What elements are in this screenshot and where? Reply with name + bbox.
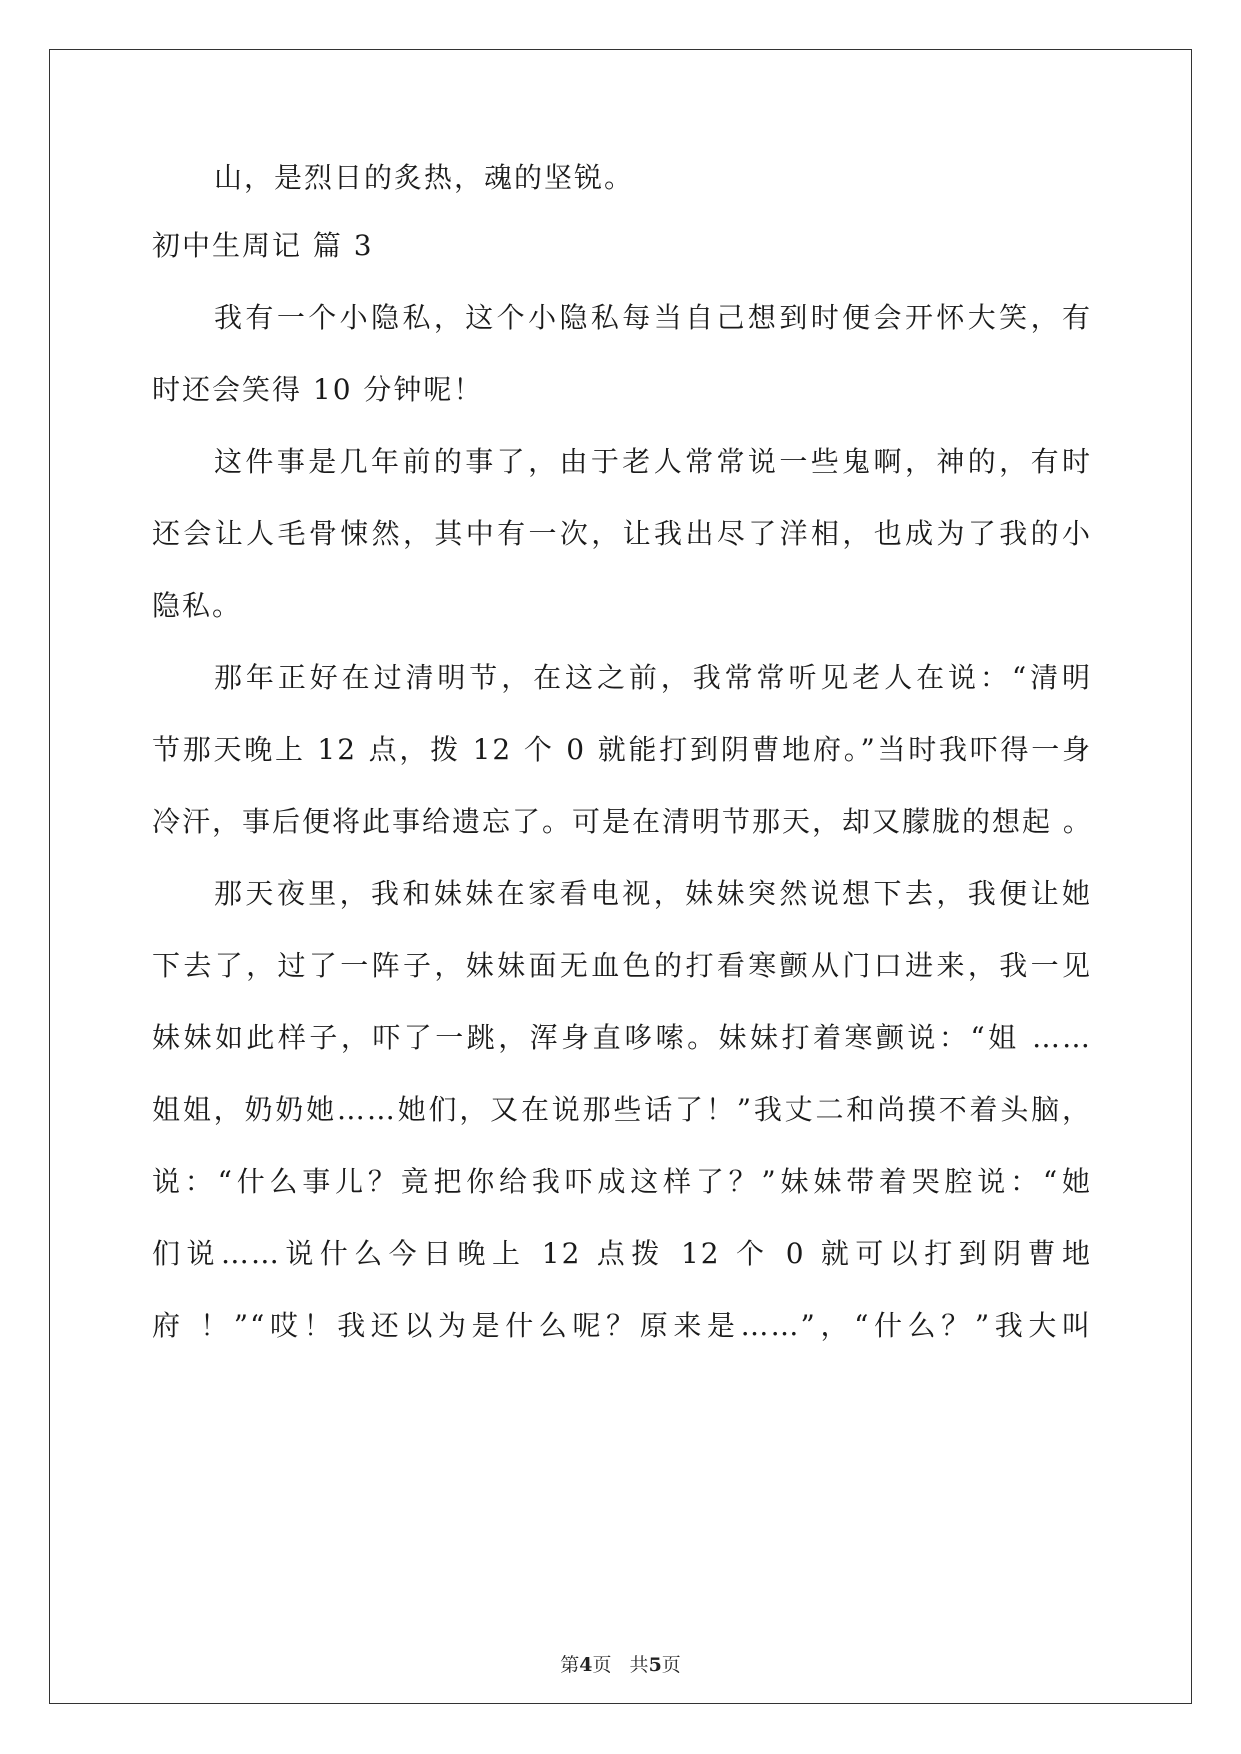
paragraph-line: 那年正好在过清明节，在这之前，我常常听见老人在说：“清明 xyxy=(214,661,1092,694)
footer-suffix: 页 xyxy=(661,1654,681,1676)
section-heading: 初中生周记 篇 3 xyxy=(152,229,374,262)
paragraph-line: 我有一个小隐私，这个小隐私每当自己想到时便会开怀大笑，有 xyxy=(214,301,1092,334)
total-page-number: 5 xyxy=(648,1654,662,1676)
paragraph-line: 山，是烈日的炙热，魂的坚锐。 xyxy=(214,161,635,194)
footer-prefix: 第 xyxy=(560,1654,580,1676)
paragraph-line: 们说……说什么今日晚上 12 点拨 12 个 0 就可以打到阴曹地 xyxy=(152,1237,1092,1270)
paragraph-line: 那天夜里，我和妹妹在家看电视，妹妹突然说想下去，我便让她 xyxy=(214,877,1092,910)
paragraph-line: 时还会笑得 10 分钟呢！ xyxy=(152,373,484,406)
page-footer xyxy=(0,1650,1241,1677)
paragraph-line: 这件事是几年前的事了，由于老人常常说一些鬼啊，神的，有时 xyxy=(214,445,1092,478)
paragraph-line: 隐私。 xyxy=(152,589,243,622)
paragraph-line: 府 ！”“哎！我还以为是什么呢？原来是……”，“什么？”我大叫 xyxy=(152,1309,1092,1342)
paragraph-line: 姐姐，奶奶她……她们，又在说那些话了！”我丈二和尚摸不着头脑， xyxy=(152,1093,1092,1126)
paragraph-line: 说：“什么事儿？竟把你给我吓成这样了？”妹妹带着哭腔说：“她 xyxy=(152,1165,1092,1198)
current-page-number: 4 xyxy=(579,1654,593,1676)
paragraph-line: 还会让人毛骨悚然，其中有一次，让我出尽了洋相，也成为了我的小 xyxy=(152,517,1092,550)
paragraph-line: 冷汗，事后便将此事给遗忘了。可是在清明节那天，却又朦胧的想起 。 xyxy=(152,805,1093,838)
paragraph-line: 妹妹如此样子，吓了一跳，浑身直哆嗦。妹妹打着寒颤说：“姐 …… xyxy=(152,1021,1092,1054)
paragraph-line: 下去了，过了一阵子，妹妹面无血色的打看寒颤从门口进来，我一见 xyxy=(152,949,1092,982)
paragraph-line: 节那天晚上 12 点，拨 12 个 0 就能打到阴曹地府。”当时我吓得一身 xyxy=(152,733,1092,766)
footer-mid: 页 共 xyxy=(592,1654,649,1676)
